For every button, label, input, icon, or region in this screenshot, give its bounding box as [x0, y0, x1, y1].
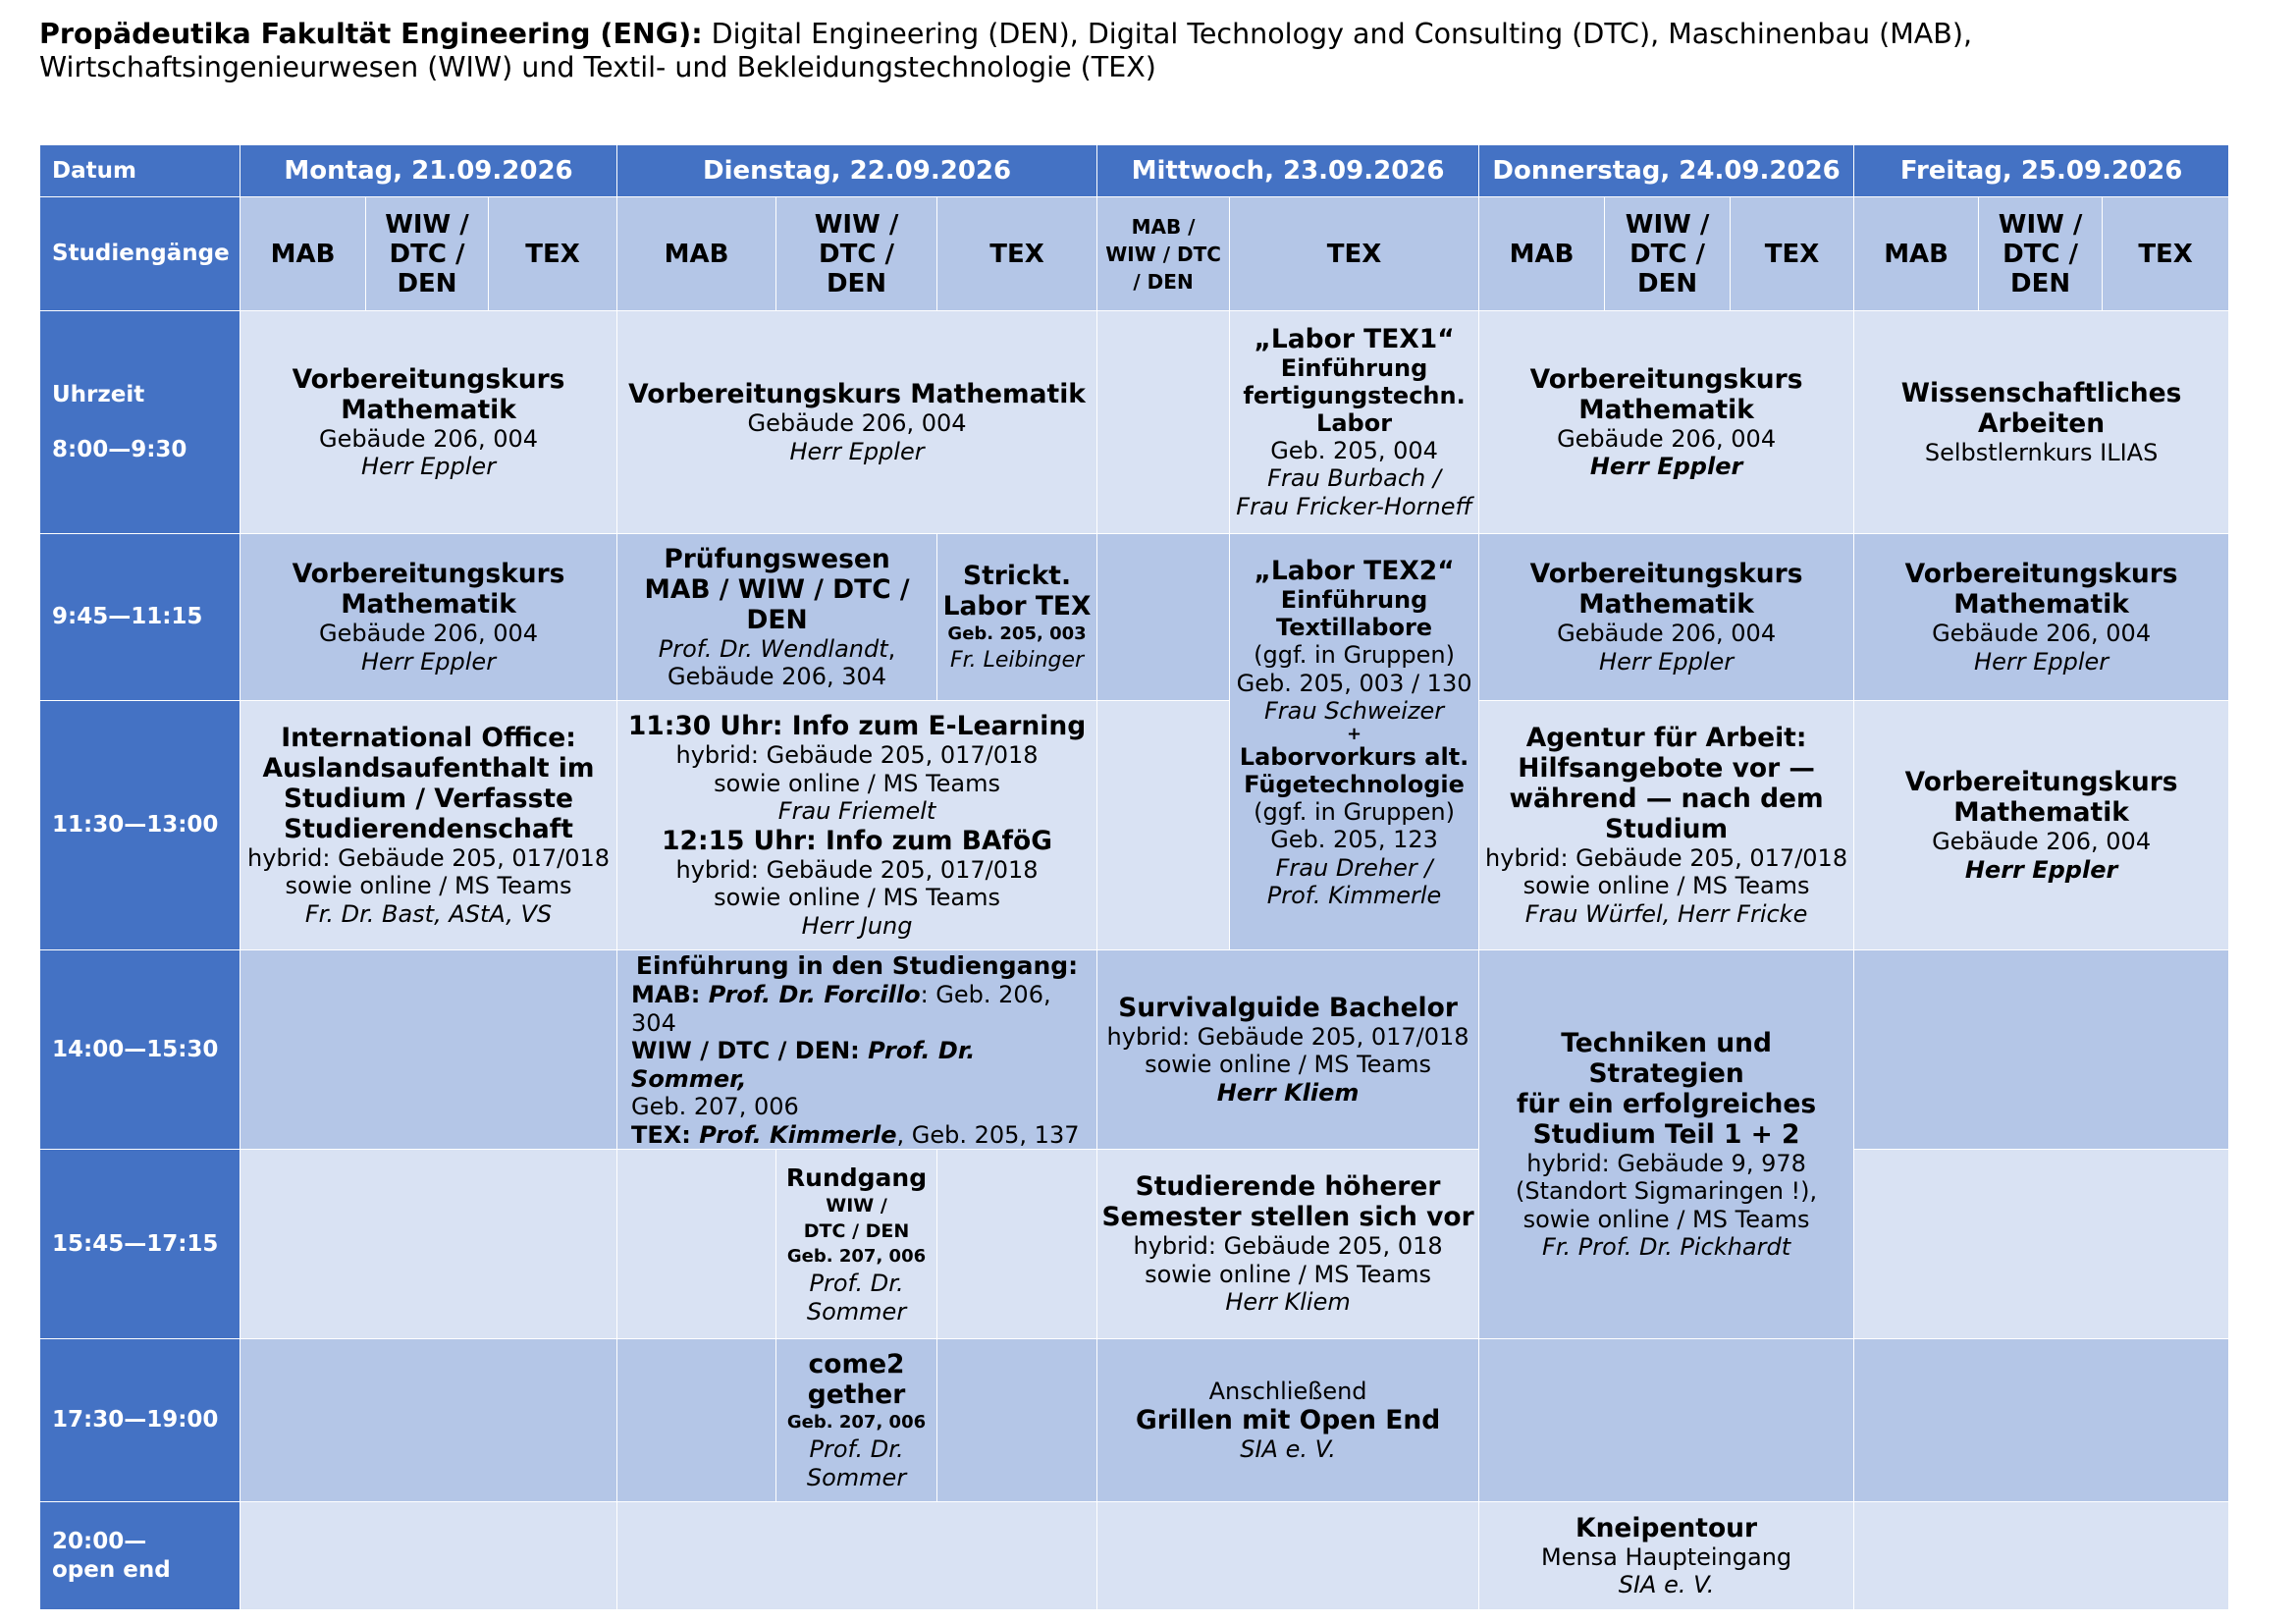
datum-header: Datum	[40, 145, 240, 197]
program-mab: MAB	[240, 197, 366, 311]
event-di-rundgang: Rundgang WIW / DTC / DEN Geb. 207, 006 Prof. Dr. Sommer	[776, 1150, 937, 1339]
event-di-pruefungswesen: Prüfungswesen MAB / WIW / DTC / DEN Prof. Dr. Wendlandt, Gebäude 206, 304	[617, 534, 937, 701]
event-di-vorbereitungskurs: Vorbereitungskurs Mathematik Gebäude 206, 004 Herr Eppler	[617, 311, 1097, 534]
event-di-strickt-labor-tex: Strickt. Labor TEX Geb. 205, 003 Fr. Leibinger	[937, 534, 1097, 701]
empty-cell	[937, 1150, 1097, 1339]
event-mi-labor-tex1: „Labor TEX1“ Einführung fertigungstechn. Labor Geb. 205, 004 Frau Burbach / Frau Fricker-Horneff	[1230, 311, 1479, 534]
empty-cell	[1097, 701, 1230, 950]
time-slot-4: 14:00—15:30	[40, 950, 240, 1150]
empty-cell	[240, 1502, 617, 1610]
event-do-techniken-strategien: Techniken und Strategien für ein erfolgreiches Studium Teil 1 + 2 hybrid: Gebäude 9, 978 (Standort Sigmaringen !), sowie online / MS Teams Fr. Prof. Dr. Pickhardt	[1479, 950, 1854, 1339]
empty-cell	[617, 1150, 776, 1339]
time-slot-1: Uhrzeit 8:00—9:30	[40, 311, 240, 534]
empty-cell	[1854, 1339, 2229, 1502]
program-wiw-dtc-den: WIW / DTC / DEN	[366, 197, 489, 311]
day-header-monday: Montag, 21.09.2026	[240, 145, 617, 197]
event-mi-survivalguide: Survivalguide Bachelor hybrid: Gebäude 205, 017/018 sowie online / MS Teams Herr Kliem	[1097, 950, 1479, 1150]
program-tex: TEX	[2103, 197, 2229, 311]
time-slot-3: 11:30—13:00	[40, 701, 240, 950]
event-di-come2gether: come2 gether Geb. 207, 006 Prof. Dr. Sommer	[776, 1339, 937, 1502]
event-di-info-elearning-bafoeg: 11:30 Uhr: Info zum E-Learning hybrid: Gebäude 205, 017/018 sowie online / MS Teams Frau Friemelt 12:15 Uhr: Info zum BAföG hybrid: Gebäude 205, 017/018 sowie online / MS Teams Herr Jung	[617, 701, 1097, 950]
empty-cell	[240, 950, 617, 1150]
event-do-agentur-fuer-arbeit: Agentur für Arbeit: Hilfsangebote vor — während — nach dem Studium hybrid: Gebäude 205, 017/018 sowie online / MS Teams Frau Würfel, Herr Fricke	[1479, 701, 1854, 950]
program-wiw-dtc-den: WIW / DTC / DEN	[1605, 197, 1731, 311]
empty-cell	[1479, 1339, 1854, 1502]
event-do-vorbereitungskurs: Vorbereitungskurs Mathematik Gebäude 206, 004 Herr Eppler	[1479, 311, 1854, 534]
empty-cell	[1854, 1502, 2229, 1610]
empty-cell	[937, 1339, 1097, 1502]
empty-cell	[1097, 534, 1230, 701]
event-fr-vorbereitungskurs: Vorbereitungskurs Mathematik Gebäude 206, 004 Herr Eppler	[1854, 701, 2229, 950]
event-do-vorbereitungskurs: Vorbereitungskurs Mathematik Gebäude 206, 004 Herr Eppler	[1479, 534, 1854, 701]
empty-cell	[240, 1339, 617, 1502]
empty-cell	[617, 1339, 776, 1502]
empty-cell	[1097, 311, 1230, 534]
program-mab: MAB	[617, 197, 776, 311]
day-header-tuesday: Dienstag, 22.09.2026	[617, 145, 1097, 197]
empty-cell	[617, 1502, 1097, 1610]
program-mab: MAB	[1479, 197, 1605, 311]
program-tex: TEX	[1731, 197, 1854, 311]
event-mo-vorbereitungskurs: Vorbereitungskurs Mathematik Gebäude 206, 004 Herr Eppler	[240, 534, 617, 701]
title-rest: Digital Engineering (DEN), Digital Technology and Consulting (DTC), Maschinenbau (MAB), Wirtschaftsingenieurwesen (WIW) und Textil- und Bekleidungstechnologie (TEX)	[39, 18, 1973, 83]
title-bold: Propädeutika Fakultät Engineering (ENG):	[39, 18, 703, 50]
event-di-einfuehrung-studiengang: Einführung in den Studiengang: MAB: Prof. Dr. Forcillo: Geb. 206, 304 WIW / DTC / DEN: Prof. Dr. Sommer, Geb. 207, 006 TEX: Prof. Kimmerle, Geb. 205, 137	[617, 950, 1097, 1150]
time-slot-6: 17:30—19:00	[40, 1339, 240, 1502]
event-fr-vorbereitungskurs: Vorbereitungskurs Mathematik Gebäude 206, 004 Herr Eppler	[1854, 534, 2229, 701]
studiengaenge-label: Studiengänge	[40, 197, 240, 311]
program-tex: TEX	[1230, 197, 1479, 311]
program-wiw-dtc-den: WIW / DTC / DEN	[776, 197, 937, 311]
program-tex: TEX	[937, 197, 1097, 311]
event-fr-wissenschaftliches-arbeiten: Wissenschaftliches Arbeiten Selbstlernkurs ILIAS	[1854, 311, 2229, 534]
time-slot-7: 20:00— open end	[40, 1502, 240, 1610]
event-do-kneipentour: Kneipentour Mensa Haupteingang SIA e. V.	[1479, 1502, 1854, 1610]
day-header-thursday: Donnerstag, 24.09.2026	[1479, 145, 1854, 197]
event-mi-labor-tex2: „Labor TEX2“ Einführung Textillabore (ggf. in Gruppen) Geb. 205, 003 / 130 Frau Schweizer + Laborvorkurs alt. Fügetechnologie (ggf. in Gruppen) Geb. 205, 123 Frau Dreher / Prof. Kimmerle	[1230, 534, 1479, 950]
schedule-table	[39, 144, 2229, 1610]
event-mo-international-office: International Office: Auslandsaufenthalt im Studium / Verfasste Studierendenschaft hybrid: Gebäude 205, 017/018 sowie online / MS Teams Fr. Dr. Bast, AStA, VS	[240, 701, 617, 950]
time-slot-2: 9:45—11:15	[40, 534, 240, 701]
program-mab-wiw-dtc-den: MAB / WIW / DTC / DEN	[1097, 197, 1230, 311]
event-mi-studierende-hoeherer-semester: Studierende höherer Semester stellen sich vor hybrid: Gebäude 205, 018 sowie online / MS Teams Herr Kliem	[1097, 1150, 1479, 1339]
event-mo-vorbereitungskurs: Vorbereitungskurs Mathematik Gebäude 206, 004 Herr Eppler	[240, 311, 617, 534]
day-header-friday: Freitag, 25.09.2026	[1854, 145, 2229, 197]
program-mab: MAB	[1854, 197, 1979, 311]
empty-cell	[1854, 950, 2229, 1150]
time-slot-5: 15:45—17:15	[40, 1150, 240, 1339]
empty-cell	[1097, 1502, 1479, 1610]
empty-cell	[240, 1150, 617, 1339]
program-tex: TEX	[489, 197, 617, 311]
event-mi-grillen: Anschließend Grillen mit Open End SIA e. V.	[1097, 1339, 1479, 1502]
page-title	[39, 18, 2238, 84]
empty-cell	[1854, 1150, 2229, 1339]
day-header-wednesday: Mittwoch, 23.09.2026	[1097, 145, 1479, 197]
program-wiw-dtc-den: WIW / DTC / DEN	[1979, 197, 2103, 311]
